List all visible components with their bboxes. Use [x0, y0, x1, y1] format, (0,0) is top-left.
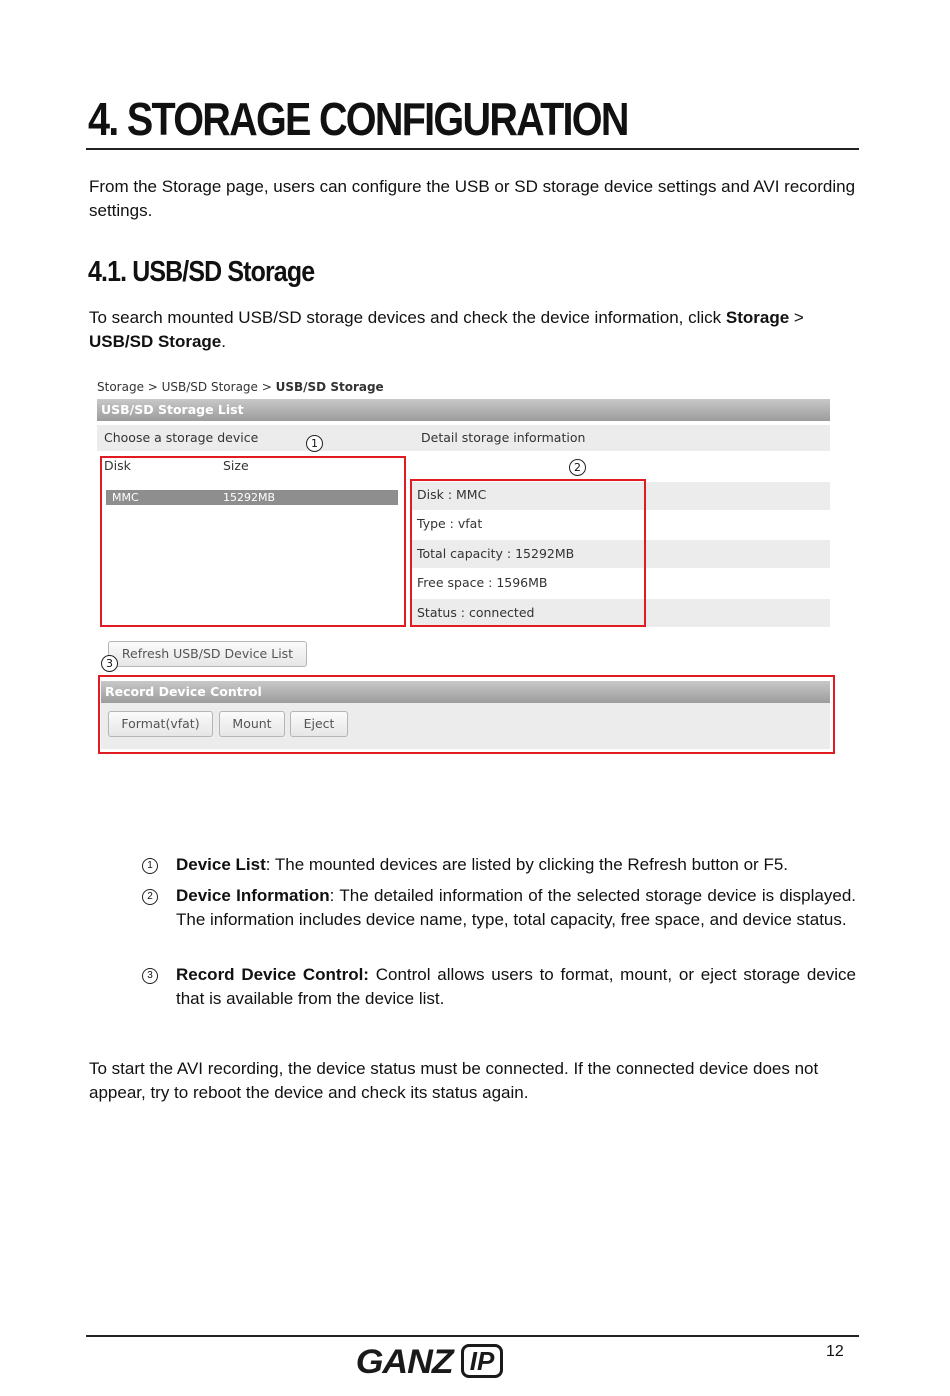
closing-paragraph: To start the AVI recording, the device status must be connected. If the connected device does not appear, try to reboot the device and check its status again.	[89, 1059, 819, 1102]
device-row-mmc[interactable]	[106, 490, 398, 505]
col-size: Size	[223, 458, 249, 473]
intro-paragraph: From the Storage page, users can configure the USB or SD storage device settings and AVI recording settings.	[89, 177, 856, 220]
item-1-text: The mounted devices are listed by clicking the Refresh button or F5.	[274, 855, 789, 874]
refresh-device-list-button[interactable]: Refresh USB/SD Device List	[108, 641, 307, 667]
item-3-term: Record Device Control:	[176, 965, 369, 984]
item-1	[176, 853, 856, 877]
item-3-text: Control allows users to format, mount, or eject storage device that is available from the device list.	[176, 965, 856, 1008]
detail-status: Status : connected	[417, 605, 535, 620]
lead-text: To search mounted USB/SD storage devices and check the device information, click	[89, 308, 726, 327]
item-3-number: 3	[142, 968, 158, 984]
detail-total-capacity: Total capacity : 15292MB	[417, 546, 575, 561]
breadcrumb-path: Storage > USB/SD Storage >	[97, 380, 276, 394]
row-size: 15292MB	[223, 491, 276, 504]
item-1-number: 1	[142, 858, 158, 874]
footer-rule	[86, 1335, 859, 1337]
item-3	[176, 963, 856, 1011]
logo-wordmark: GANZ	[355, 1343, 453, 1381]
row-disk: MMC	[112, 491, 139, 504]
item-2-term: Device Information	[176, 886, 330, 905]
item-2-number: 2	[142, 889, 158, 905]
detail-info-label: Detail storage information	[421, 430, 586, 445]
detail-free-space: Free space : 1596MB	[417, 575, 548, 590]
marker-1: 1	[306, 435, 323, 452]
item-2	[176, 884, 856, 932]
device-list-box	[100, 456, 406, 627]
section-title: 4.1. USB/SD Storage	[88, 256, 315, 288]
choose-device-label: Choose a storage device	[104, 430, 259, 445]
logo-ip-badge: IP	[461, 1344, 504, 1378]
lead-end: .	[221, 332, 226, 351]
chapter-title: 4. STORAGE CONFIGURATION	[88, 93, 628, 145]
breadcrumb-current: USB/SD Storage	[275, 380, 384, 394]
lead-sep: >	[789, 308, 804, 327]
page-number: 12	[826, 1343, 844, 1360]
eject-button[interactable]: Eject	[290, 711, 348, 737]
item-3-sep	[369, 965, 376, 984]
record-control-bar: Record Device Control	[101, 681, 830, 703]
item-1-term: Device List	[176, 855, 266, 874]
lead-usb-sd: USB/SD Storage	[89, 332, 222, 351]
format-button[interactable]: Format(vfat)	[108, 711, 213, 737]
marker-2: 2	[569, 459, 586, 476]
ganz-ip-logo	[355, 1342, 503, 1382]
mount-button[interactable]: Mount	[219, 711, 285, 737]
section-lead	[89, 306, 859, 354]
detail-disk: Disk : MMC	[417, 487, 487, 502]
item-2-sep: :	[329, 886, 340, 905]
storage-list-bar: USB/SD Storage List	[97, 399, 830, 421]
breadcrumb	[97, 380, 384, 394]
detail-type: Type : vfat	[417, 516, 483, 531]
marker-3: 3	[101, 655, 118, 672]
item-2-text: The detailed information of the selected storage device is displayed. The information includes device name, type, total capacity, free space, and device status.	[176, 886, 857, 929]
item-1-sep: :	[265, 855, 275, 874]
col-disk: Disk	[104, 458, 131, 473]
title-rule	[86, 148, 859, 150]
lead-storage: Storage	[725, 308, 790, 327]
